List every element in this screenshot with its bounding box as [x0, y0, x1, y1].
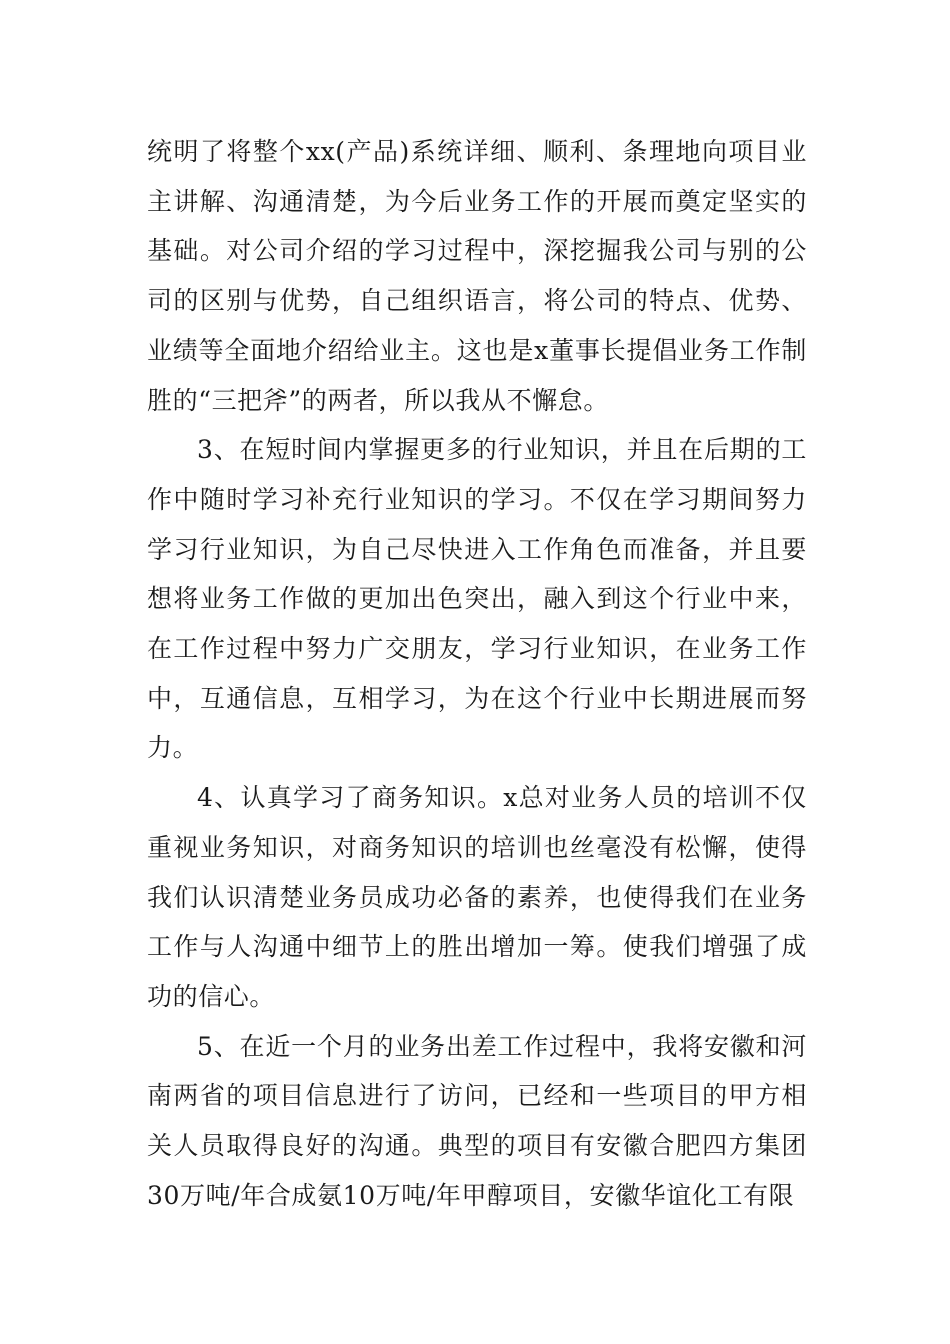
document-body: [147, 127, 807, 1220]
paragraph-item-5: 5、在近一个月的业务出差工作过程中，我将安徽和河南两省的项目信息进行了访问，已经和一些项目的甲方相关人员取得良好的沟通。典型的项目有安徽合肥四方集团30万吨/年合成氨10万吨/年甲醇项目，安徽华谊化工有限: [147, 1031, 807, 1210]
paragraph-item-3: 3、在短时间内掌握更多的行业知识，并且在后期的工作中随时学习补充行业知识的学习。不仅在学习期间努力学习行业知识，为自己尽快进入工作角色而准备，并且要想将业务工作做的更加出色突出，融入到这个行业中来，在工作过程中努力广交朋友，学习行业知识，在业务工作中，互通信息，互相学习，为在这个行业中长期进展而努力。: [147, 435, 807, 763]
paragraph-continuation: 统明了将整个xx(产品)系统详细、顺利、条理地向项目业主讲解、沟通清楚，为今后业务工作的开展而奠定坚实的基础。对公司介绍的学习过程中，深挖掘我公司与别的公司的区别与优势，自己组织语言，将公司的特点、优势、业绩等全面地介绍给业主。这也是x董事长提倡业务工作制胜的“三把斧”的两者，所以我从不懈怠。: [147, 137, 807, 415]
paragraph-item-4: 4、认真学习了商务知识。x总对业务人员的培训不仅重视业务知识，对商务知识的培训也丝毫没有松懈，使得我们认识清楚业务员成功必备的素养，也使得我们在业务工作与人沟通中细节上的胜出增加一筹。使我们增强了成功的信心。: [147, 783, 807, 1011]
